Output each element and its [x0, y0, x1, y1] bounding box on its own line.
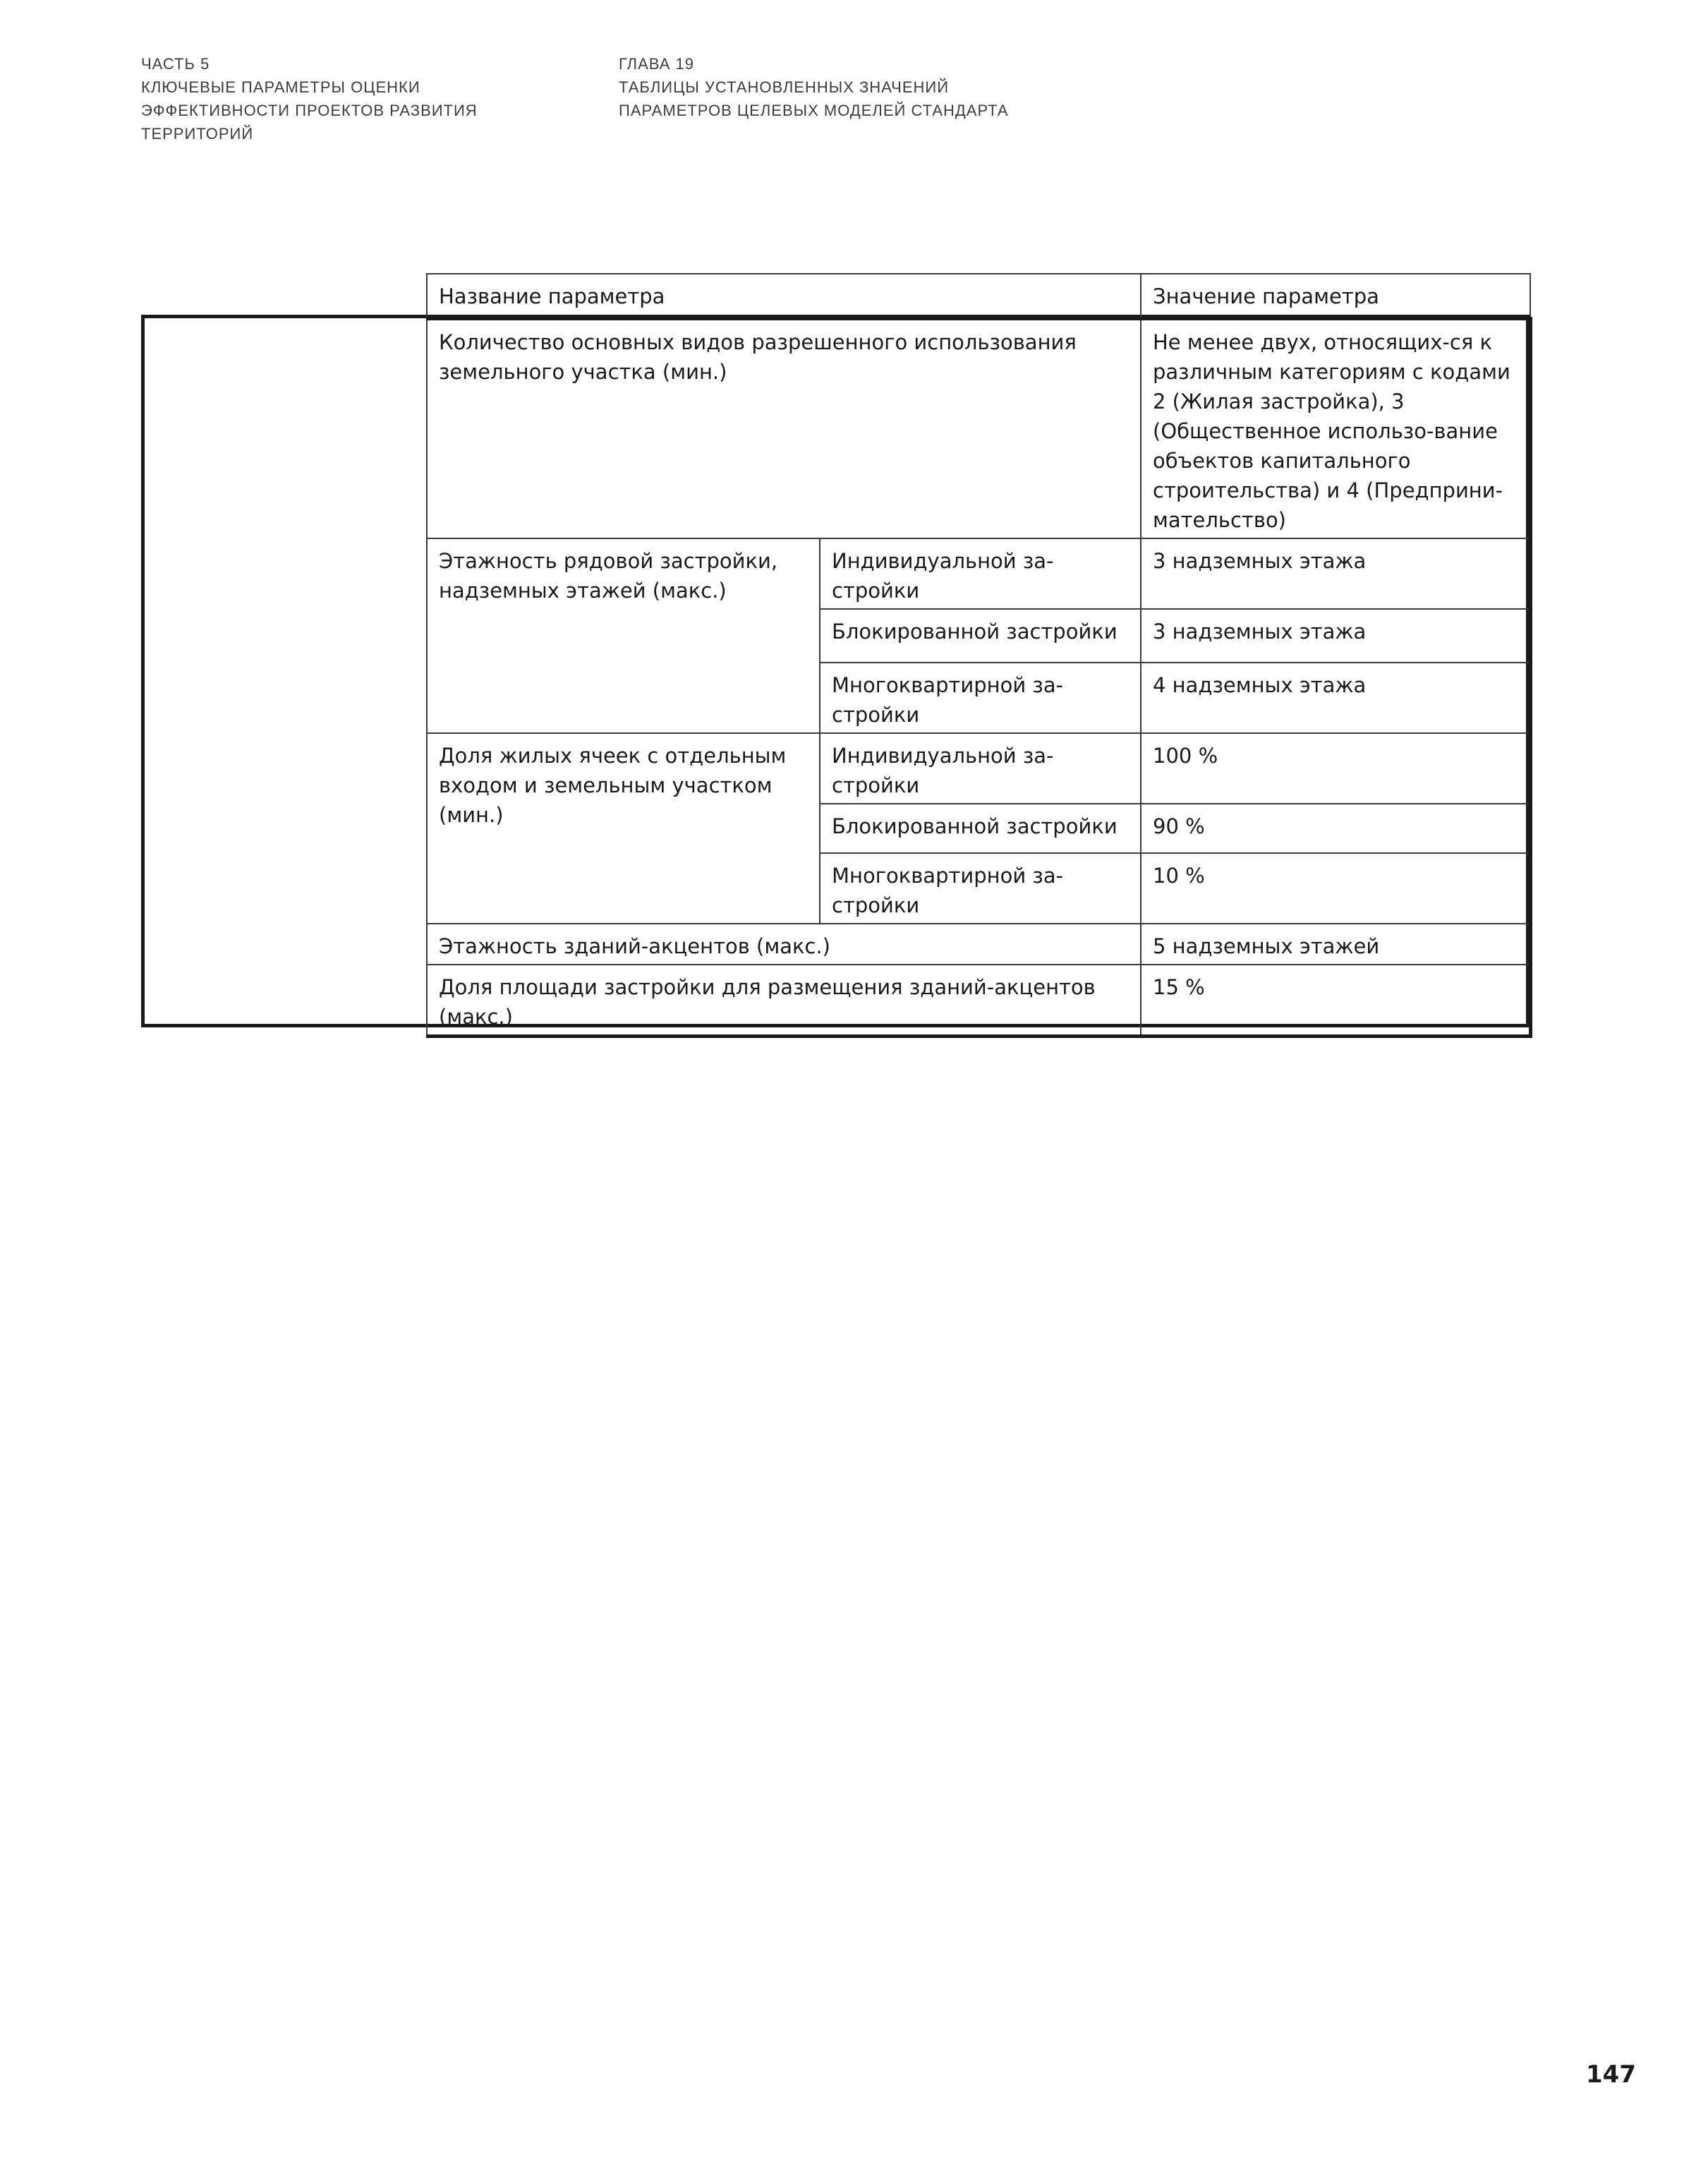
- table-row: [427, 924, 1530, 965]
- param-value-cell: 3 надземных этажа: [1141, 609, 1530, 663]
- chapter-title-line: ПАРАМЕТРОВ ЦЕЛЕВЫХ МОДЕЛЕЙ СТАНДАРТА: [619, 102, 1009, 119]
- param-name-cell: Этажность зданий-акцентов (макс.): [427, 924, 1141, 965]
- table-row: [427, 538, 1530, 609]
- subtype-cell: Многоквартирной за-стройки: [820, 663, 1141, 733]
- chapter-label: ГЛАВА 19: [619, 55, 694, 73]
- param-value-cell: 100 %: [1141, 733, 1530, 804]
- param-value-cell: 4 надземных этажа: [1141, 663, 1530, 733]
- table-row: [427, 965, 1530, 1037]
- param-value-cell: 3 надземных этажа: [1141, 538, 1530, 609]
- param-value-cell: Не менее двух, относящих-ся к различным категориям с кодами 2 (Жилая застройка), 3 (Общественное использо-вание объектов капитального строительства) и 4 (Предприни-мательство): [1141, 319, 1530, 539]
- running-head-part: [141, 52, 478, 145]
- part-label: ЧАСТЬ 5: [141, 55, 210, 73]
- param-name-cell: Доля площади застройки для размещения зданий-акцентов (макс.): [427, 965, 1141, 1037]
- param-value-cell: 15 %: [1141, 965, 1530, 1037]
- param-name-cell: Этажность рядовой застройки, надземных этажей (макс.): [427, 538, 820, 733]
- subtype-cell: Индивидуальной за-стройки: [820, 733, 1141, 804]
- header-parameter-name: Название параметра: [427, 274, 1141, 319]
- param-value-cell: 10 %: [1141, 853, 1530, 924]
- header-parameter-value: Значение параметра: [1141, 274, 1530, 319]
- param-name-cell: Количество основных видов разрешенного использования земельного участка (мин.): [427, 319, 1141, 539]
- running-head-chapter: [619, 52, 1009, 122]
- part-title-line: ТЕРРИТОРИЙ: [141, 125, 254, 143]
- table-row: [427, 733, 1530, 804]
- subtype-cell: Индивидуальной за-стройки: [820, 538, 1141, 609]
- chapter-title-line: ТАБЛИЦЫ УСТАНОВЛЕННЫХ ЗНАЧЕНИЙ: [619, 78, 950, 96]
- subtype-cell: Блокированной застройки: [820, 804, 1141, 853]
- page-number: 147: [1586, 2060, 1636, 2089]
- param-name-cell: Доля жилых ячеек с отдельным входом и земельным участком (мин.): [427, 733, 820, 924]
- parameters-table: [426, 273, 1532, 1038]
- part-title-line: КЛЮЧЕВЫЕ ПАРАМЕТРЫ ОЦЕНКИ: [141, 78, 420, 96]
- subtype-cell: Многоквартирной за-стройки: [820, 853, 1141, 924]
- part-title-line: ЭФФЕКТИВНОСТИ ПРОЕКТОВ РАЗВИТИЯ: [141, 102, 478, 119]
- param-value-cell: 90 %: [1141, 804, 1530, 853]
- param-value-cell: 5 надземных этажей: [1141, 924, 1530, 965]
- table-header-row: [427, 274, 1530, 319]
- subtype-cell: Блокированной застройки: [820, 609, 1141, 663]
- table-row: [427, 319, 1530, 539]
